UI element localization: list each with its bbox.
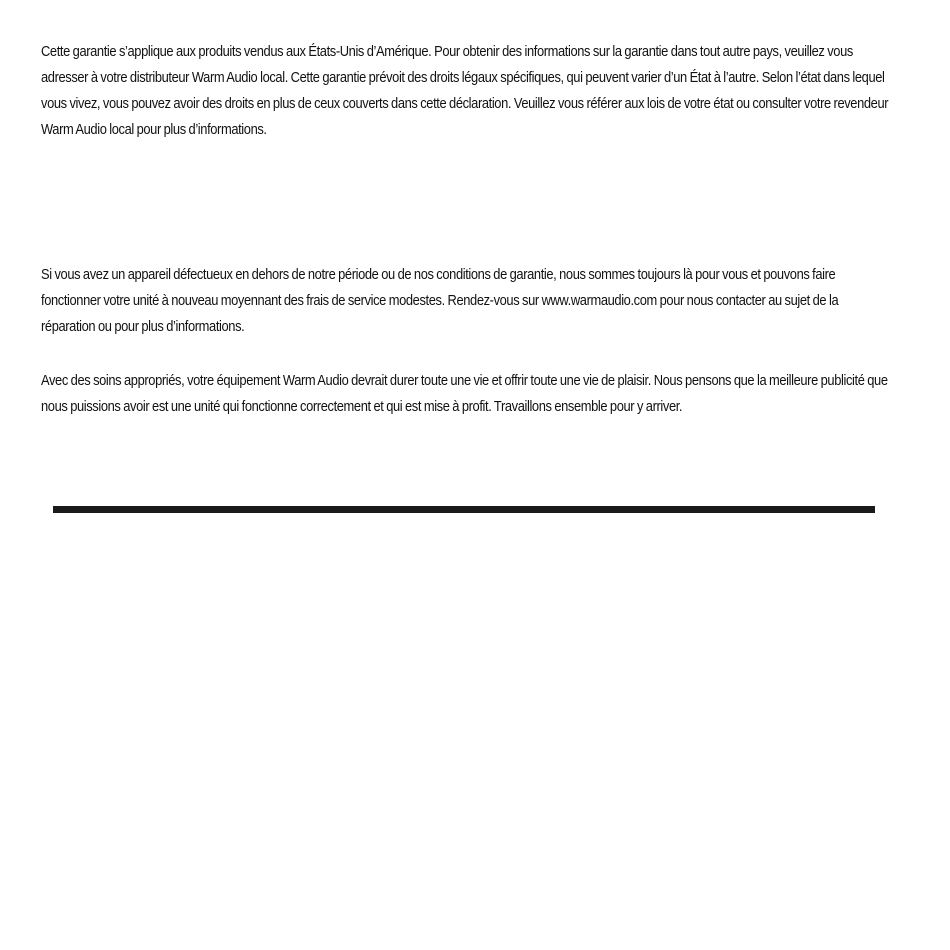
horizontal-rule	[53, 506, 875, 513]
closing-paragraph: Avec des soins appropriés, votre équipement Warm Audio devrait durer toute une vie et offrir toute une vie de plaisir. Nous pensons que la meilleure publicité que nous puissions avoir est une unité qui fonctionne correctement et qui est mise à profit. Travaillons ensemble pour y arriver.	[41, 372, 888, 415]
warranty-scope-paragraph: Cette garantie s’applique aux produits vendus aux États-Unis d’Amérique. Pour obtenir des informations sur la garantie dans tout autre pays, veuillez vous adresser à votre distributeur Warm Audio local. Cette garantie prévoit des droits légaux spécifiques, qui peuvent varier d’un État à l’autre. Selon l’état dans lequel vous vivez, vous pouvez avoir des droits en plus de ceux couverts dans cette déclaration. Veuillez vous référer aux lois de votre état ou consulter votre revendeur Warm Audio local pour plus d’informations.	[41, 43, 889, 138]
out-of-warranty-paragraph: Si vous avez un appareil défectueux en dehors de notre période ou de nos conditions de garantie, nous sommes toujours là pour vous et pouvons faire fonctionner votre unité à nouveau moyennant des frais de service modestes. Rendez-vous sur www.warmaudio.com pour nous contacter au sujet de la réparation ou pour plus d’informations.	[41, 266, 839, 335]
